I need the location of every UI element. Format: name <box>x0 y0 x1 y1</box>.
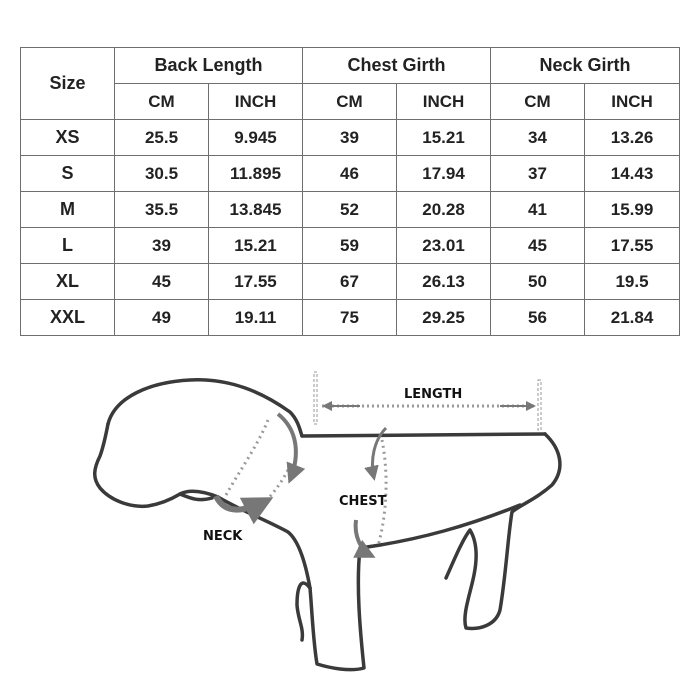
value-cell: 20.28 <box>397 192 491 228</box>
neck-measure-dotted <box>226 420 268 495</box>
unit-header: INCH <box>585 84 680 120</box>
value-cell: 17.55 <box>209 264 303 300</box>
value-cell: 15.21 <box>209 228 303 264</box>
value-cell: 15.21 <box>397 120 491 156</box>
table-row <box>21 228 680 264</box>
size-header: Size <box>21 48 115 120</box>
size-cell: L <box>21 228 115 264</box>
size-cell: XS <box>21 120 115 156</box>
value-cell: 35.5 <box>115 192 209 228</box>
length-tick-right <box>538 380 541 430</box>
value-cell: 30.5 <box>115 156 209 192</box>
dog-face <box>95 424 218 506</box>
dog-head <box>108 380 302 436</box>
table-row <box>21 192 680 228</box>
dog-back <box>302 434 545 436</box>
value-cell: 50 <box>491 264 585 300</box>
chest-girth-header: Chest Girth <box>303 48 491 84</box>
value-cell: 14.43 <box>585 156 680 192</box>
size-chart-table <box>20 47 680 336</box>
table-row <box>21 264 680 300</box>
value-cell: 34 <box>491 120 585 156</box>
value-cell: 29.25 <box>397 300 491 336</box>
value-cell: 25.5 <box>115 120 209 156</box>
dog-outline <box>95 380 560 670</box>
value-cell: 37 <box>491 156 585 192</box>
table-row <box>21 300 680 336</box>
header-row-units <box>21 84 680 120</box>
dog-belly <box>360 505 520 548</box>
unit-header: CM <box>115 84 209 120</box>
value-cell: 49 <box>115 300 209 336</box>
length-label: LENGTH <box>404 387 463 402</box>
value-cell: 45 <box>115 264 209 300</box>
chest-label: CHEST <box>339 494 387 509</box>
value-cell: 13.26 <box>585 120 680 156</box>
value-cell: 67 <box>303 264 397 300</box>
value-cell: 39 <box>115 228 209 264</box>
value-cell: 75 <box>303 300 397 336</box>
value-cell: 15.99 <box>585 192 680 228</box>
dog-front-leg-front <box>310 548 364 670</box>
table-body <box>21 120 680 336</box>
length-tick-left <box>314 372 317 424</box>
unit-header: CM <box>303 84 397 120</box>
value-cell: 11.895 <box>209 156 303 192</box>
neck-arrow-bottom <box>216 496 268 510</box>
value-cell: 17.55 <box>585 228 680 264</box>
dog-rump <box>446 434 560 628</box>
value-cell: 9.945 <box>209 120 303 156</box>
value-cell: 52 <box>303 192 397 228</box>
value-cell: 19.5 <box>585 264 680 300</box>
table-row <box>21 156 680 192</box>
unit-header: CM <box>491 84 585 120</box>
value-cell: 46 <box>303 156 397 192</box>
value-cell: 59 <box>303 228 397 264</box>
value-cell: 56 <box>491 300 585 336</box>
size-cell: M <box>21 192 115 228</box>
size-cell: XXL <box>21 300 115 336</box>
value-cell: 17.94 <box>397 156 491 192</box>
value-cell: 23.01 <box>397 228 491 264</box>
size-cell: S <box>21 156 115 192</box>
value-cell: 21.84 <box>585 300 680 336</box>
size-cell: XL <box>21 264 115 300</box>
dog-front-leg-back <box>297 583 310 640</box>
value-cell: 45 <box>491 228 585 264</box>
unit-header: INCH <box>397 84 491 120</box>
neck-label: NECK <box>203 529 243 544</box>
value-cell: 19.11 <box>209 300 303 336</box>
chest-measure-dotted <box>378 440 386 546</box>
back-length-header: Back Length <box>115 48 303 84</box>
header-row-groups <box>21 48 680 84</box>
table-row <box>21 120 680 156</box>
neck-girth-header: Neck Girth <box>491 48 680 84</box>
value-cell: 39 <box>303 120 397 156</box>
dog-measurement-diagram <box>0 360 700 700</box>
unit-header: INCH <box>209 84 303 120</box>
value-cell: 41 <box>491 192 585 228</box>
value-cell: 26.13 <box>397 264 491 300</box>
value-cell: 13.845 <box>209 192 303 228</box>
